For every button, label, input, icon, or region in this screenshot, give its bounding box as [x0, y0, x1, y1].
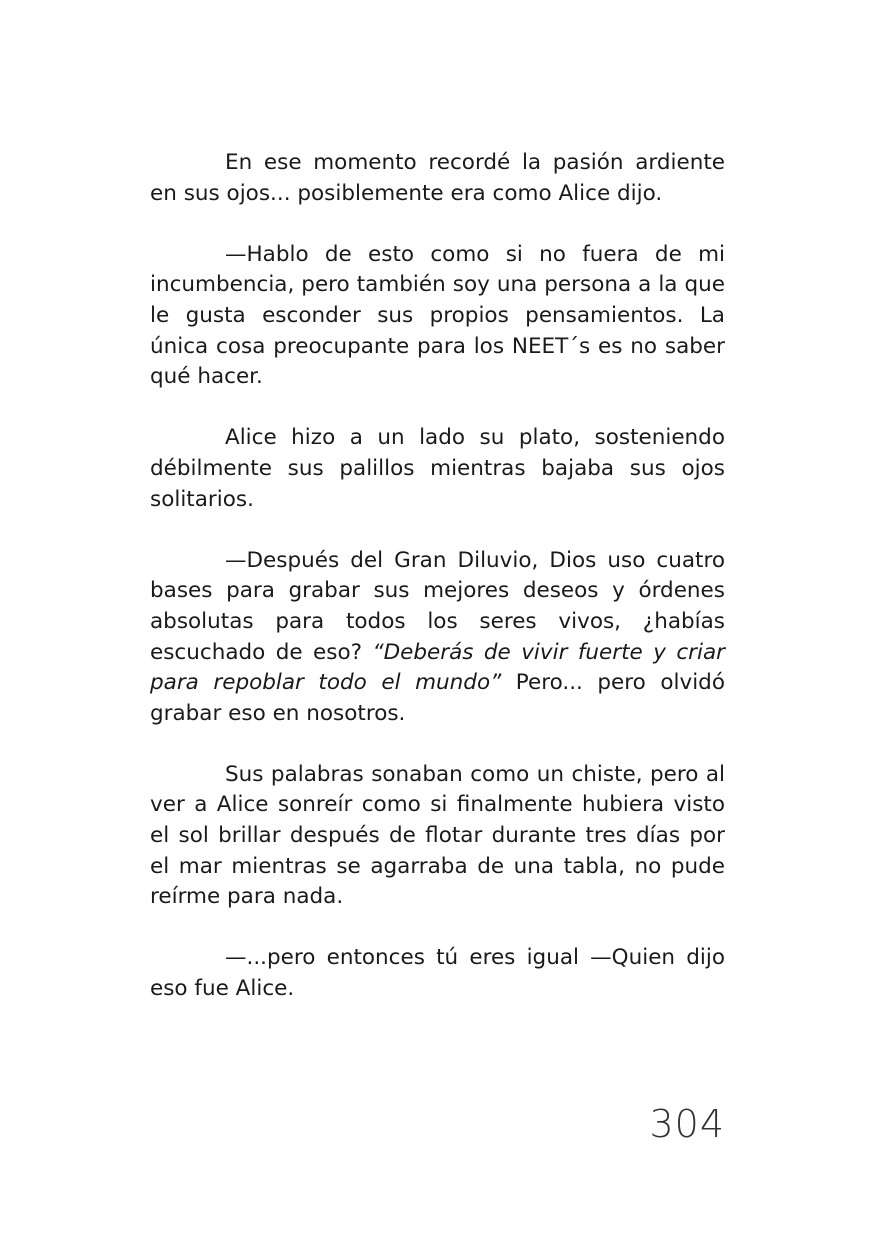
paragraph-5: Sus palabras sonaban como un chiste, pero al ver a Alice sonreír como si finalmente hubiera visto el sol brillar después de flotar durante tres días por el mar mientras se agarraba de una tabla, no pude reírme para nada. — [150, 761, 725, 910]
paragraph-3: Alice hizo a un lado su plato, sosteniendo débilmente sus palillos mientras bajaba sus ojos solitarios. — [150, 425, 725, 512]
paragraph-1: En ese momento recordé la pasión ardiente en sus ojos... posiblemente era como Alice dijo. — [150, 150, 725, 206]
paragraph-4 — [150, 546, 725, 730]
page-number: 304 — [649, 1102, 725, 1146]
paragraph-2: —Hablo de esto como si no fuera de mi incumbencia, pero también soy una persona a la que le gusta esconder sus propios pensamientos. La única cosa preocupante para los NEET´s es no saber qué hacer. — [150, 241, 725, 390]
paragraph-4-italic-quote: “Deberás de vivir fuerte y criar para repoblar todo el mundo” — [150, 639, 725, 696]
paragraph-4-text-after: Pero... pero olvidó grabar eso en nosotros. — [150, 670, 725, 726]
paragraph-4-text-before: —Después del Gran Diluvio, Dios uso cuatro bases para grabar sus mejores deseos y órdenes absolutas para todos los seres vivos, ¿habías escuchado de eso? — [150, 547, 725, 665]
paragraph-6: —...pero entonces tú eres igual —Quien dijo eso fue Alice. — [150, 945, 725, 1002]
body-text — [150, 148, 725, 1005]
